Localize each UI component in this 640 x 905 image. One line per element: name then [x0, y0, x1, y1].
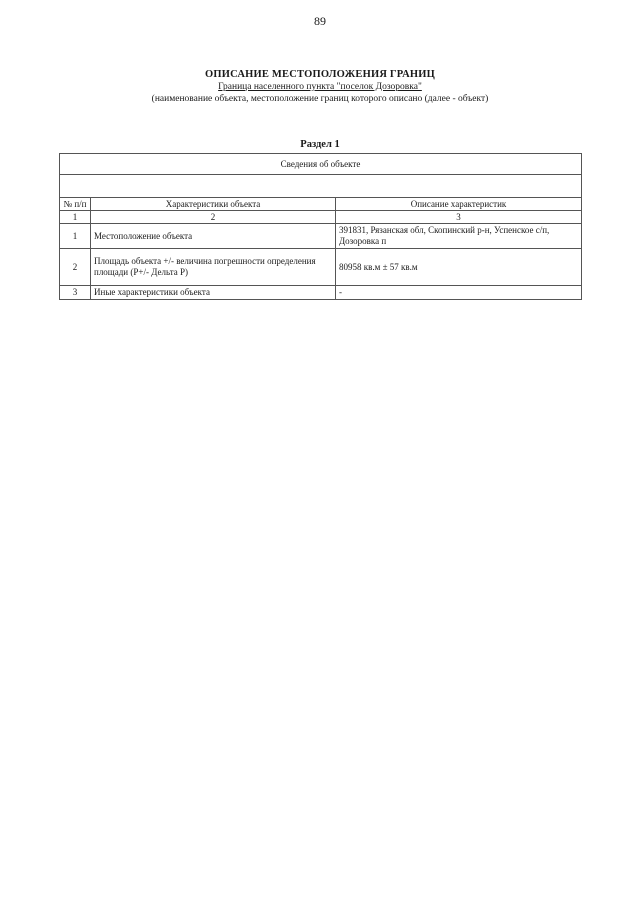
table-row: [60, 224, 582, 249]
table-row: [60, 249, 582, 286]
row-number: 1: [60, 224, 91, 249]
row-description: -: [336, 286, 582, 300]
document-header: [0, 68, 640, 105]
page-number: 89: [314, 14, 326, 28]
column-number: 2: [91, 211, 336, 224]
section-title: Раздел 1: [300, 139, 340, 150]
row-number: 2: [60, 249, 91, 286]
column-header-description: Описание характеристик: [336, 198, 582, 211]
table-row: [60, 286, 582, 300]
document-subtitle: Граница населенного пункта "поселок Дозоровка": [218, 82, 422, 92]
row-description: 80958 кв.м ± 57 кв.м: [336, 249, 582, 286]
column-number: 3: [336, 211, 582, 224]
table-caption-row: [60, 154, 582, 175]
document-note: (наименование объекта, местоположение границ которого описано (далее - объект): [151, 94, 489, 104]
table-header-row: [60, 198, 582, 211]
row-number: 3: [60, 286, 91, 300]
column-number: 1: [60, 211, 91, 224]
row-characteristic: Местоположение объекта: [91, 224, 336, 249]
object-info-table: [59, 153, 582, 300]
column-header-characteristic: Характеристики объекта: [91, 198, 336, 211]
table-caption: Сведения об объекте: [60, 154, 582, 175]
table-empty-row: [60, 175, 582, 198]
table-empty-cell: [60, 175, 582, 198]
row-characteristic: Иные характеристики объекта: [91, 286, 336, 300]
column-number-row: [60, 211, 582, 224]
row-characteristic: Площадь объекта +/- величина погрешности определения площади (Р+/- Дельта Р): [91, 249, 336, 286]
row-description: 391831, Рязанская обл, Скопинский р-н, Успенское с/п, Дозоровка п: [336, 224, 582, 249]
column-header-num: № п/п: [60, 198, 91, 211]
document-title: ОПИСАНИЕ МЕСТОПОЛОЖЕНИЯ ГРАНИЦ: [205, 69, 435, 80]
